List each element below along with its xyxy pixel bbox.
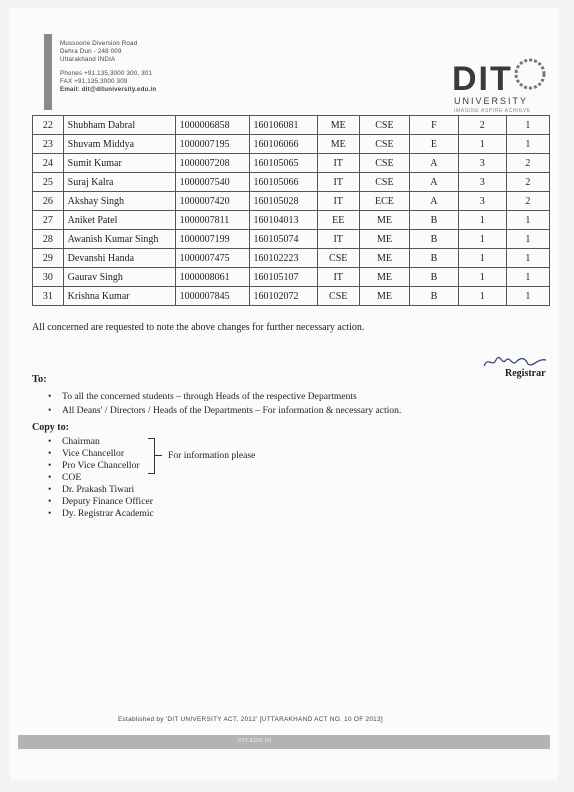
table-cell: IT [317,268,359,287]
list-item: • COE [48,472,154,484]
table-cell: 160105107 [249,268,317,287]
table-cell: CSE [359,135,409,154]
table-cell: 3 [458,173,506,192]
table-cell: Shuvam Middya [63,135,175,154]
table-cell: 160105028 [249,192,317,211]
table-cell: ME [317,116,359,135]
table-cell: 160102223 [249,249,317,268]
table-row [33,287,550,306]
table-cell: 3 [458,192,506,211]
phone-line: Phones +91,135,3000 300, 301 [60,70,153,77]
table-cell: 29 [33,249,64,268]
table-cell: Akshay Singh [63,192,175,211]
list-item: • Vice Chancellor [48,448,154,460]
table-cell: 1 [458,249,506,268]
table-cell: IT [317,173,359,192]
table-cell: 2 [458,116,506,135]
website-text: DIT.EDU.IN [238,738,272,744]
bracket-tick [154,455,162,456]
table-cell: 1 [458,230,506,249]
email-line: Email: dit@dituniversity.edu.in [60,86,157,93]
table-row [33,268,550,287]
table-cell: 31 [33,287,64,306]
to-list [48,390,401,418]
bracket-shape [148,438,155,474]
list-item: • Chairman [48,436,154,448]
table-cell: 160105065 [249,154,317,173]
table-cell: 1 [458,287,506,306]
info-please-note: For information please [168,450,256,461]
table-cell: A [410,173,459,192]
table-row [33,192,550,211]
table-cell: ME [359,287,409,306]
table-row [33,135,550,154]
table-cell: 3 [458,154,506,173]
table-cell: B [410,230,459,249]
table-cell: 1000007475 [175,249,249,268]
table-cell: CSE [359,173,409,192]
table-cell: 1 [458,211,506,230]
logo-wordmark: DIT [452,60,513,98]
university-address [60,40,156,94]
table-cell: 1 [506,249,549,268]
table-cell: 1000007195 [175,135,249,154]
table-cell: 1000006858 [175,116,249,135]
table-cell: 24 [33,154,64,173]
table-cell: IT [317,154,359,173]
table-cell: 1 [506,116,549,135]
table-cell: 30 [33,268,64,287]
table-cell: ECE [359,192,409,211]
table-cell: 1 [506,230,549,249]
table-cell: 1000007811 [175,211,249,230]
list-item: • Dy. Registrar Academic [48,508,154,520]
list-item: • To all the concerned students – through Heads of the respective Departments [48,390,401,404]
table-cell: B [410,287,459,306]
table-cell: B [410,268,459,287]
table-cell: Suraj Kalra [63,173,175,192]
table-cell: CSE [317,249,359,268]
table-cell: 160106066 [249,135,317,154]
table-cell: Gaurav Singh [63,268,175,287]
list-item: • Deputy Finance Officer [48,496,154,508]
table-cell: 160106081 [249,116,317,135]
table-cell: B [410,249,459,268]
table-cell: ME [359,230,409,249]
table-cell: E [410,135,459,154]
table-cell: 2 [506,173,549,192]
table-cell: A [410,192,459,211]
table-cell: 1000007845 [175,287,249,306]
table-row [33,211,550,230]
table-cell: Sumit Kumar [63,154,175,173]
table-cell: 23 [33,135,64,154]
table-cell: 22 [33,116,64,135]
table-cell: 28 [33,230,64,249]
table-cell: A [410,154,459,173]
address-line: Dehra Dun - 248 009 [60,48,122,55]
table-cell: IT [317,192,359,211]
address-line: Mussoorie Diversion Road [60,40,138,47]
dit-university-logo [452,56,552,116]
address-line: Uttarakhand INDIA [60,56,116,63]
table-cell: 1 [506,135,549,154]
logo-tagline: IMAGINE ASPIRE ACHIEVE [454,108,531,114]
table-cell: Shubham Dabral [63,116,175,135]
table-cell: F [410,116,459,135]
copy-to-heading: Copy to: [32,422,69,433]
table-cell: IT [317,230,359,249]
table-cell: Krishna Kumar [63,287,175,306]
table-cell: EE [317,211,359,230]
table-cell: 2 [506,154,549,173]
notice-text: All concerned are requested to note the above changes for further necessary action. [32,322,365,333]
table-cell: Aniket Patel [63,211,175,230]
table-row [33,173,550,192]
table-cell: 1000007540 [175,173,249,192]
table-cell: 25 [33,173,64,192]
list-item: • All Deans' / Directors / Heads of the Departments – For information & necessary action. [48,404,401,418]
table-cell: B [410,211,459,230]
table-row [33,154,550,173]
table-cell: CSE [359,154,409,173]
table-cell: 160104013 [249,211,317,230]
table-cell: 160102072 [249,287,317,306]
table-row [33,116,550,135]
header-accent-bar [44,34,52,110]
table-row [33,249,550,268]
table-cell: ME [359,268,409,287]
table-cell: 2 [506,192,549,211]
table-cell: 1 [458,135,506,154]
established-footer: Established by 'DIT UNIVERSITY ACT, 2012' [UTTARAKHAND ACT NO. 10 OF 2013] [118,716,383,723]
table-cell: 26 [33,192,64,211]
table-cell: 160105066 [249,173,317,192]
table-row [33,230,550,249]
list-item: • Dr. Prakash Tiwari [48,484,154,496]
footer-bar [18,735,550,749]
table-cell: ME [359,249,409,268]
to-heading: To: [32,374,47,385]
table-cell: ME [317,135,359,154]
registrar-label: Registrar [505,368,546,379]
table-cell: 1000007420 [175,192,249,211]
table-cell: Awanish Kumar Singh [63,230,175,249]
table-cell: 1 [506,287,549,306]
fax-line: FAX +91,135,3000 309 [60,78,128,85]
table-cell: 1 [458,268,506,287]
table-cell: 1000007199 [175,230,249,249]
table-cell: 1 [506,268,549,287]
logo-subtitle: UNIVERSITY [454,96,529,106]
list-item: • Pro Vice Chancellor [48,460,154,472]
table-cell: 160105074 [249,230,317,249]
table-cell: CSE [317,287,359,306]
table-cell: ME [359,211,409,230]
copy-to-list [48,436,154,520]
table-cell: 1000007208 [175,154,249,173]
table-cell: Devanshi Handa [63,249,175,268]
table-cell: 1000008061 [175,268,249,287]
table-cell: CSE [359,116,409,135]
student-table [32,115,550,306]
table-cell: 27 [33,211,64,230]
table-cell: 1 [506,211,549,230]
